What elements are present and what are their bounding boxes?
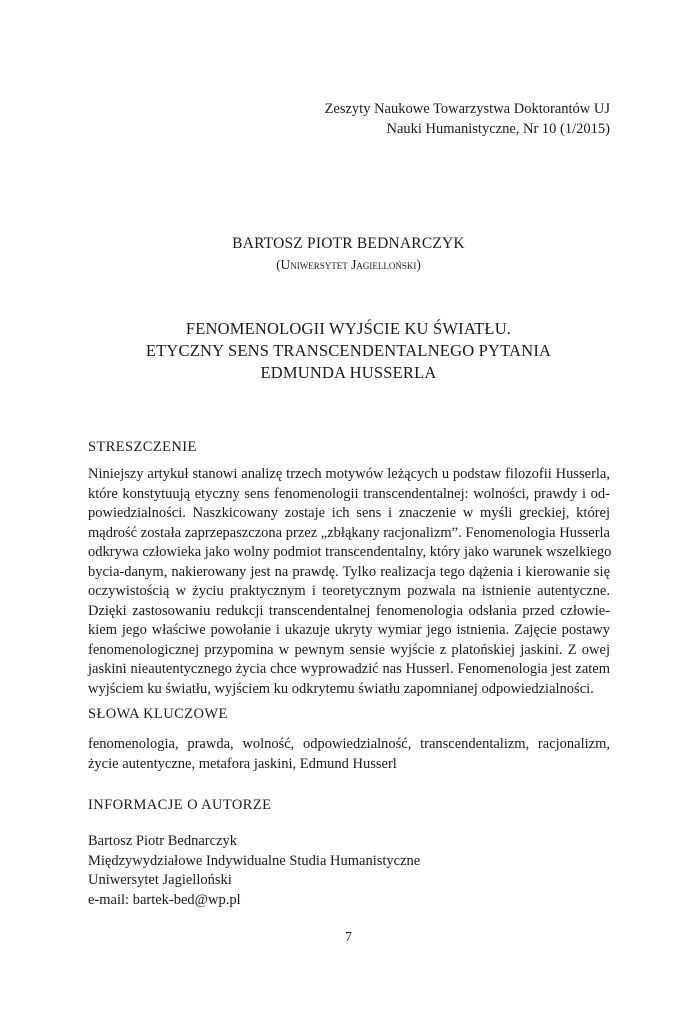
abstract-line: mądrość została zaprzepaszczona przez „zbłąkany racjonalizm”. Fenomenologia Husserla (88, 524, 610, 541)
abstract-line: odkrywa człowieka jako wolny podmiot transcendentalny, który jako warunek wszelkiego (88, 544, 612, 560)
page-number: 7 (345, 930, 352, 945)
abstract-heading: STRESZCZENIE (88, 439, 197, 455)
abstract-line: fenomenologicznej przypomina w pewnym sensie wyjście z platońskiej jaskini. Z owej (88, 641, 610, 658)
title-line: FENOMENOLOGII WYJŚCIE KU ŚWIATŁU. (185, 319, 512, 338)
keywords-text (88, 735, 610, 774)
author-name: BARTOSZ PIOTR BEDNARCZYK (232, 235, 465, 252)
abstract-line: jaskini nieautentycznego życia chce wyprowadzić nas Husserl. Fenomenologia jest zatem (88, 661, 610, 677)
abstract-line: które konstytuują etyczny sens fenomenologii transcendentalnej: wolności, prawdy i od- (88, 485, 610, 502)
keywords-line: fenomenologia, prawda, wolność, odpowiedzialność, transcendentalizm, racjonalizm, (88, 736, 610, 752)
abstract-line: powiedzialności. Naszkicowany zostaje ich sens i znaczenie w myśli greckiej, której (88, 505, 610, 521)
keywords-heading: SŁOWA KLUCZOWE (88, 706, 228, 722)
journal-header (325, 99, 610, 139)
title-line: ETYCZNY SENS TRANSCENDENTALNEGO PYTANIA (145, 341, 552, 360)
journal-issue: Nauki Humanistyczne, Nr 10 (1/2015) (386, 121, 610, 137)
author-info-university: Uniwersytet Jagielloński (88, 872, 232, 888)
abstract-line: Niniejszy artykuł stanowi analizę trzech motywów leżących u podstaw filozofii Husserla, (88, 466, 610, 482)
title-line: EDMUNDA HUSSERLA (260, 363, 437, 382)
keywords-line: życie autentyczne, metafora jaskini, Edmund Husserl (88, 755, 397, 772)
abstract-line: wyjściem ku światłu, wyjściem ku odkrytemu światłu zapomnianej odpowiedzialności. (88, 680, 594, 697)
author-affiliation: (Uniwersytet Jagielloński) (276, 257, 421, 272)
abstract-line: Dzięki zastosowaniu redukcji transcendentalnej fenomenologia odsłania przed człowie- (88, 602, 610, 619)
article-title (0, 318, 697, 384)
abstract-text (88, 465, 610, 699)
author-info-name: Bartosz Piotr Bednarczyk (88, 833, 237, 849)
abstract-line: bycia-danym, nakierowany jest na prawdę. Tylko realizacja tego dążenia i kierowanie się (88, 563, 610, 580)
abstract-line: oczywistością w życiu praktycznym i teoretycznym pozwala na istnienie autentyczne. (88, 583, 610, 599)
author-info-unit: Międzywydziałowe Indywidualne Studia Humanistyczne (88, 852, 421, 869)
author-info (88, 832, 420, 910)
author-info-email: e-mail: bartek-bed@wp.pl (88, 891, 241, 908)
abstract-line: kiem jego właściwe powołanie i ukazuje ukryty wymiar jego istnienia. Zajęcie postawy (88, 622, 610, 638)
author-info-heading: INFORMACJE O AUTORZE (88, 797, 272, 813)
journal-name: Zeszyty Naukowe Towarzystwa Doktorantów UJ (324, 101, 610, 117)
